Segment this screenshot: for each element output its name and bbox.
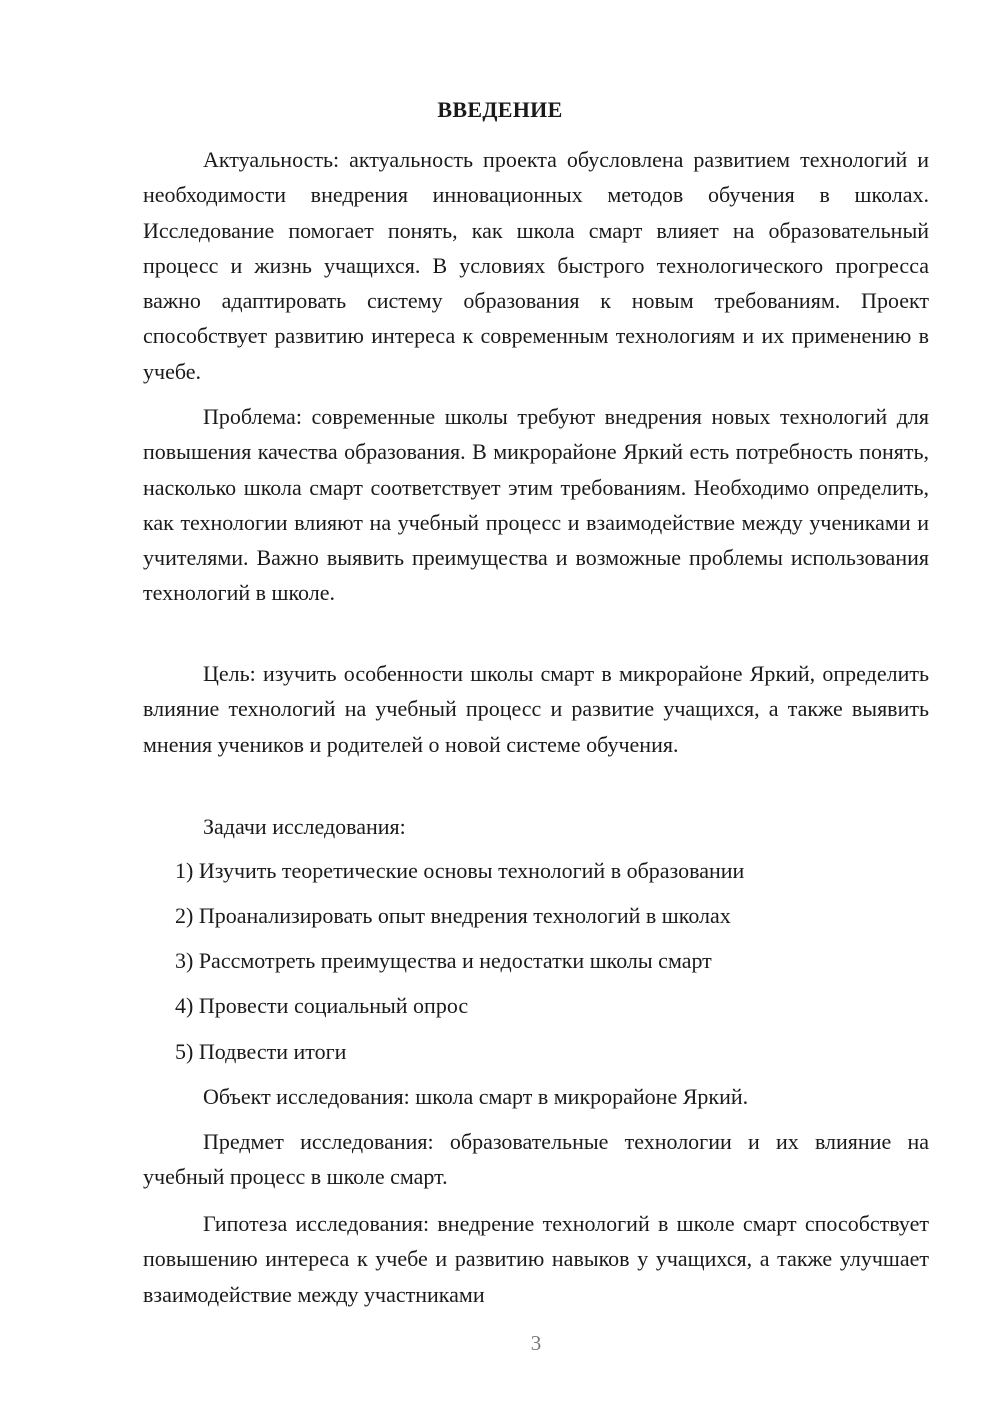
hypothesis-paragraph: Гипотеза исследования: внедрение технологий в школе смарт способствует повышению интереса к учебе и развитию навыков у учащихся, а также улучшает взаимодействие между участниками (143, 1211, 929, 1307)
tasks-heading: Задачи исследования: (203, 814, 406, 839)
task-item: 2) Проанализировать опыт внедрения технологий в школах (175, 903, 731, 928)
problem-paragraph: Проблема: современные школы требуют внедрения новых технологий для повышения качества образования. В микрорайоне Яркий есть потребность понять, насколько школа смарт соответствует этим требованиям. Необходимо определить, как технологии влияют на учебный процесс и взаимодействие между учениками и учителями. Важно выявить преимущества и возможные проблемы использования технологий в школе. (143, 404, 929, 606)
object-paragraph: Объект исследования: школа смарт в микрорайоне Яркий. (203, 1084, 749, 1109)
section-title: ВВЕДЕНИЕ (437, 97, 563, 122)
page-number: 3 (530, 1331, 542, 1355)
goal-paragraph: Цель: изучить особенности школы смарт в микрорайоне Яркий, определить влияние технологий на учебный процесс и развитие учащихся, а также выявить мнения учеников и родителей о новой системе обучения. (143, 661, 929, 757)
task-item: 3) Рассмотреть преимущества и недостатки школы смарт (175, 948, 712, 973)
task-item: 1) Изучить теоретические основы технологий в образовании (175, 858, 745, 883)
task-item: 4) Провести социальный опрос (175, 993, 469, 1018)
subject-paragraph: Предмет исследования: образовательные технологии и их влияние на учебный процесс в школе смарт. (143, 1129, 929, 1190)
task-item: 5) Подвести итоги (175, 1039, 347, 1064)
relevance-paragraph: Актуальность: актуальность проекта обусловлена развитием технологий и необходимости внедрения инновационных методов обучения в школах. Исследование помогает понять, как школа смарт влияет на образовательный процесс и жизнь учащихся. В условиях быстрого технологического прогресса важно адаптировать систему образования к новым требованиям. Проект способствует развитию интереса к современным технологиям и их применению в учебе. (143, 147, 929, 384)
